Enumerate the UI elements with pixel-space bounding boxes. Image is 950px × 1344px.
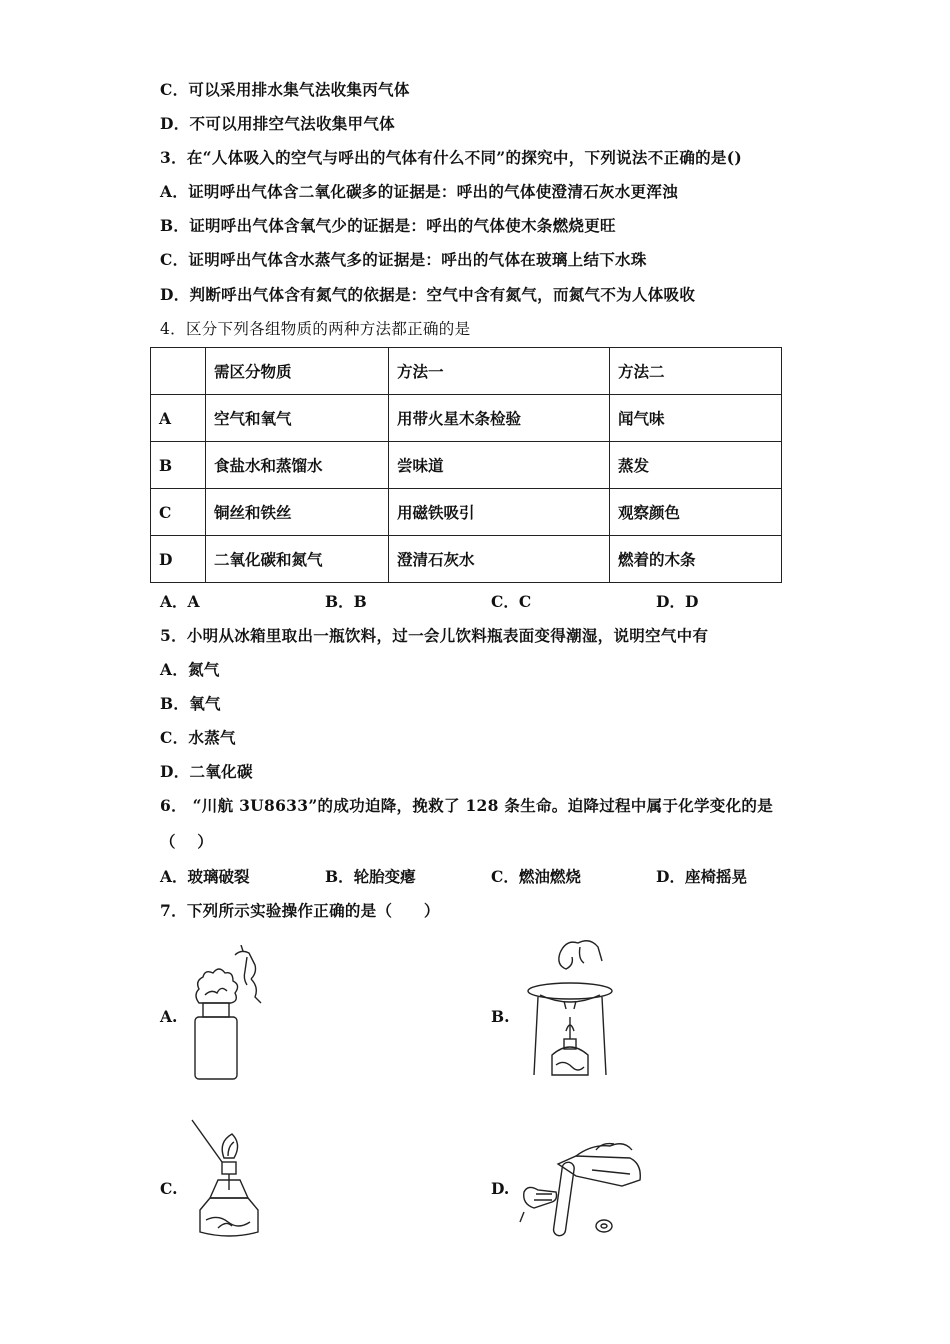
q2-option-d: D．不可以用排空气法收集甲气体 xyxy=(160,114,395,133)
table-cell xyxy=(151,348,206,395)
q6-option-b: B．轮胎变瘪 xyxy=(325,867,416,886)
table-cell: 闻气味 xyxy=(610,395,782,442)
figure-c-label: C. xyxy=(160,1179,178,1198)
table-cell: B xyxy=(151,442,206,489)
q6-stem: 6． “川航 3U8633”的成功迫降，挽救了 128 条生命。迫降过程中属于化学变化的是 xyxy=(160,796,773,815)
table-cell: 燃着的木条 xyxy=(610,536,782,583)
table-row xyxy=(151,489,782,536)
table-header-row xyxy=(151,348,782,395)
figure-b-label: B. xyxy=(491,1007,510,1026)
q4-stem: 4．区分下列各组物质的两种方法都正确的是 xyxy=(160,320,471,338)
evaporating-dish-heating-figure xyxy=(520,935,620,1085)
alcohol-lamp-lighting-figure xyxy=(188,1118,268,1243)
q7-stem: 7．下列所示实验操作正确的是（ ） xyxy=(160,901,440,920)
q2-option-c: C．可以采用排水集气法收集丙气体 xyxy=(160,80,410,99)
q6-option-d: D．座椅摇晃 xyxy=(656,867,747,886)
q3-option-b: B．证明呼出气体含氧气少的证据是：呼出的气体使木条燃烧更旺 xyxy=(160,216,616,235)
table-cell: 用带火星木条检验 xyxy=(389,395,610,442)
q4-table xyxy=(150,347,782,583)
q6-paren: （ ） xyxy=(160,832,214,851)
table-cell: 观察颜色 xyxy=(610,489,782,536)
q3-option-c: C．证明呼出气体含水蒸气多的证据是：呼出的气体在玻璃上结下水珠 xyxy=(160,250,647,269)
table-header-cell: 需区分物质 xyxy=(206,348,389,395)
table-cell: 二氧化碳和氮气 xyxy=(206,536,389,583)
table-cell: 铜丝和铁丝 xyxy=(206,489,389,536)
q6-option-a: A．玻璃破裂 xyxy=(160,867,250,886)
table-cell: 蒸发 xyxy=(610,442,782,489)
table-cell: C xyxy=(151,489,206,536)
table-cell: 尝味道 xyxy=(389,442,610,489)
figure-d-label: D. xyxy=(491,1179,510,1198)
table-header-cell: 方法二 xyxy=(610,348,782,395)
q5-option-d: D．二氧化碳 xyxy=(160,762,253,781)
q3-option-a: A．证明呼出气体含二氧化碳多的证据是：呼出的气体使澄清石灰水更浑浊 xyxy=(160,182,678,201)
q5-option-a: A．氮气 xyxy=(160,660,220,679)
q3-option-d: D．判断呼出气体含有氮气的依据是：空气中含有氮气，而氮气不为人体吸收 xyxy=(160,285,696,304)
q4-option-d: D．D xyxy=(656,592,699,611)
table-row xyxy=(151,536,782,583)
q5-stem: 5．小明从冰箱里取出一瓶饮料，过一会儿饮料瓶表面变得潮湿，说明空气中有 xyxy=(160,626,709,645)
q3-stem: 3．在“人体吸入的空气与呼出的气体有什么不同”的探究中，下列说法不正确的是() xyxy=(160,148,742,167)
table-cell: 澄清石灰水 xyxy=(389,536,610,583)
q4-option-a: A．A xyxy=(160,592,200,611)
table-header-cell: 方法一 xyxy=(389,348,610,395)
table-cell: 空气和氧气 xyxy=(206,395,389,442)
table-cell: 用磁铁吸引 xyxy=(389,489,610,536)
q5-option-c: C．水蒸气 xyxy=(160,728,236,747)
table-row xyxy=(151,442,782,489)
table-cell: D xyxy=(151,536,206,583)
figure-a-label: A. xyxy=(160,1007,178,1026)
q4-option-c: C．C xyxy=(491,592,532,611)
table-row xyxy=(151,395,782,442)
pouring-liquid-figure xyxy=(518,1130,648,1240)
gas-bottle-smelling-figure xyxy=(185,945,275,1085)
q6-option-c: C．燃油燃烧 xyxy=(491,867,581,886)
table-cell: A xyxy=(151,395,206,442)
table-cell: 食盐水和蒸馏水 xyxy=(206,442,389,489)
q4-option-b: B．B xyxy=(325,592,367,611)
q5-option-b: B．氧气 xyxy=(160,694,221,713)
